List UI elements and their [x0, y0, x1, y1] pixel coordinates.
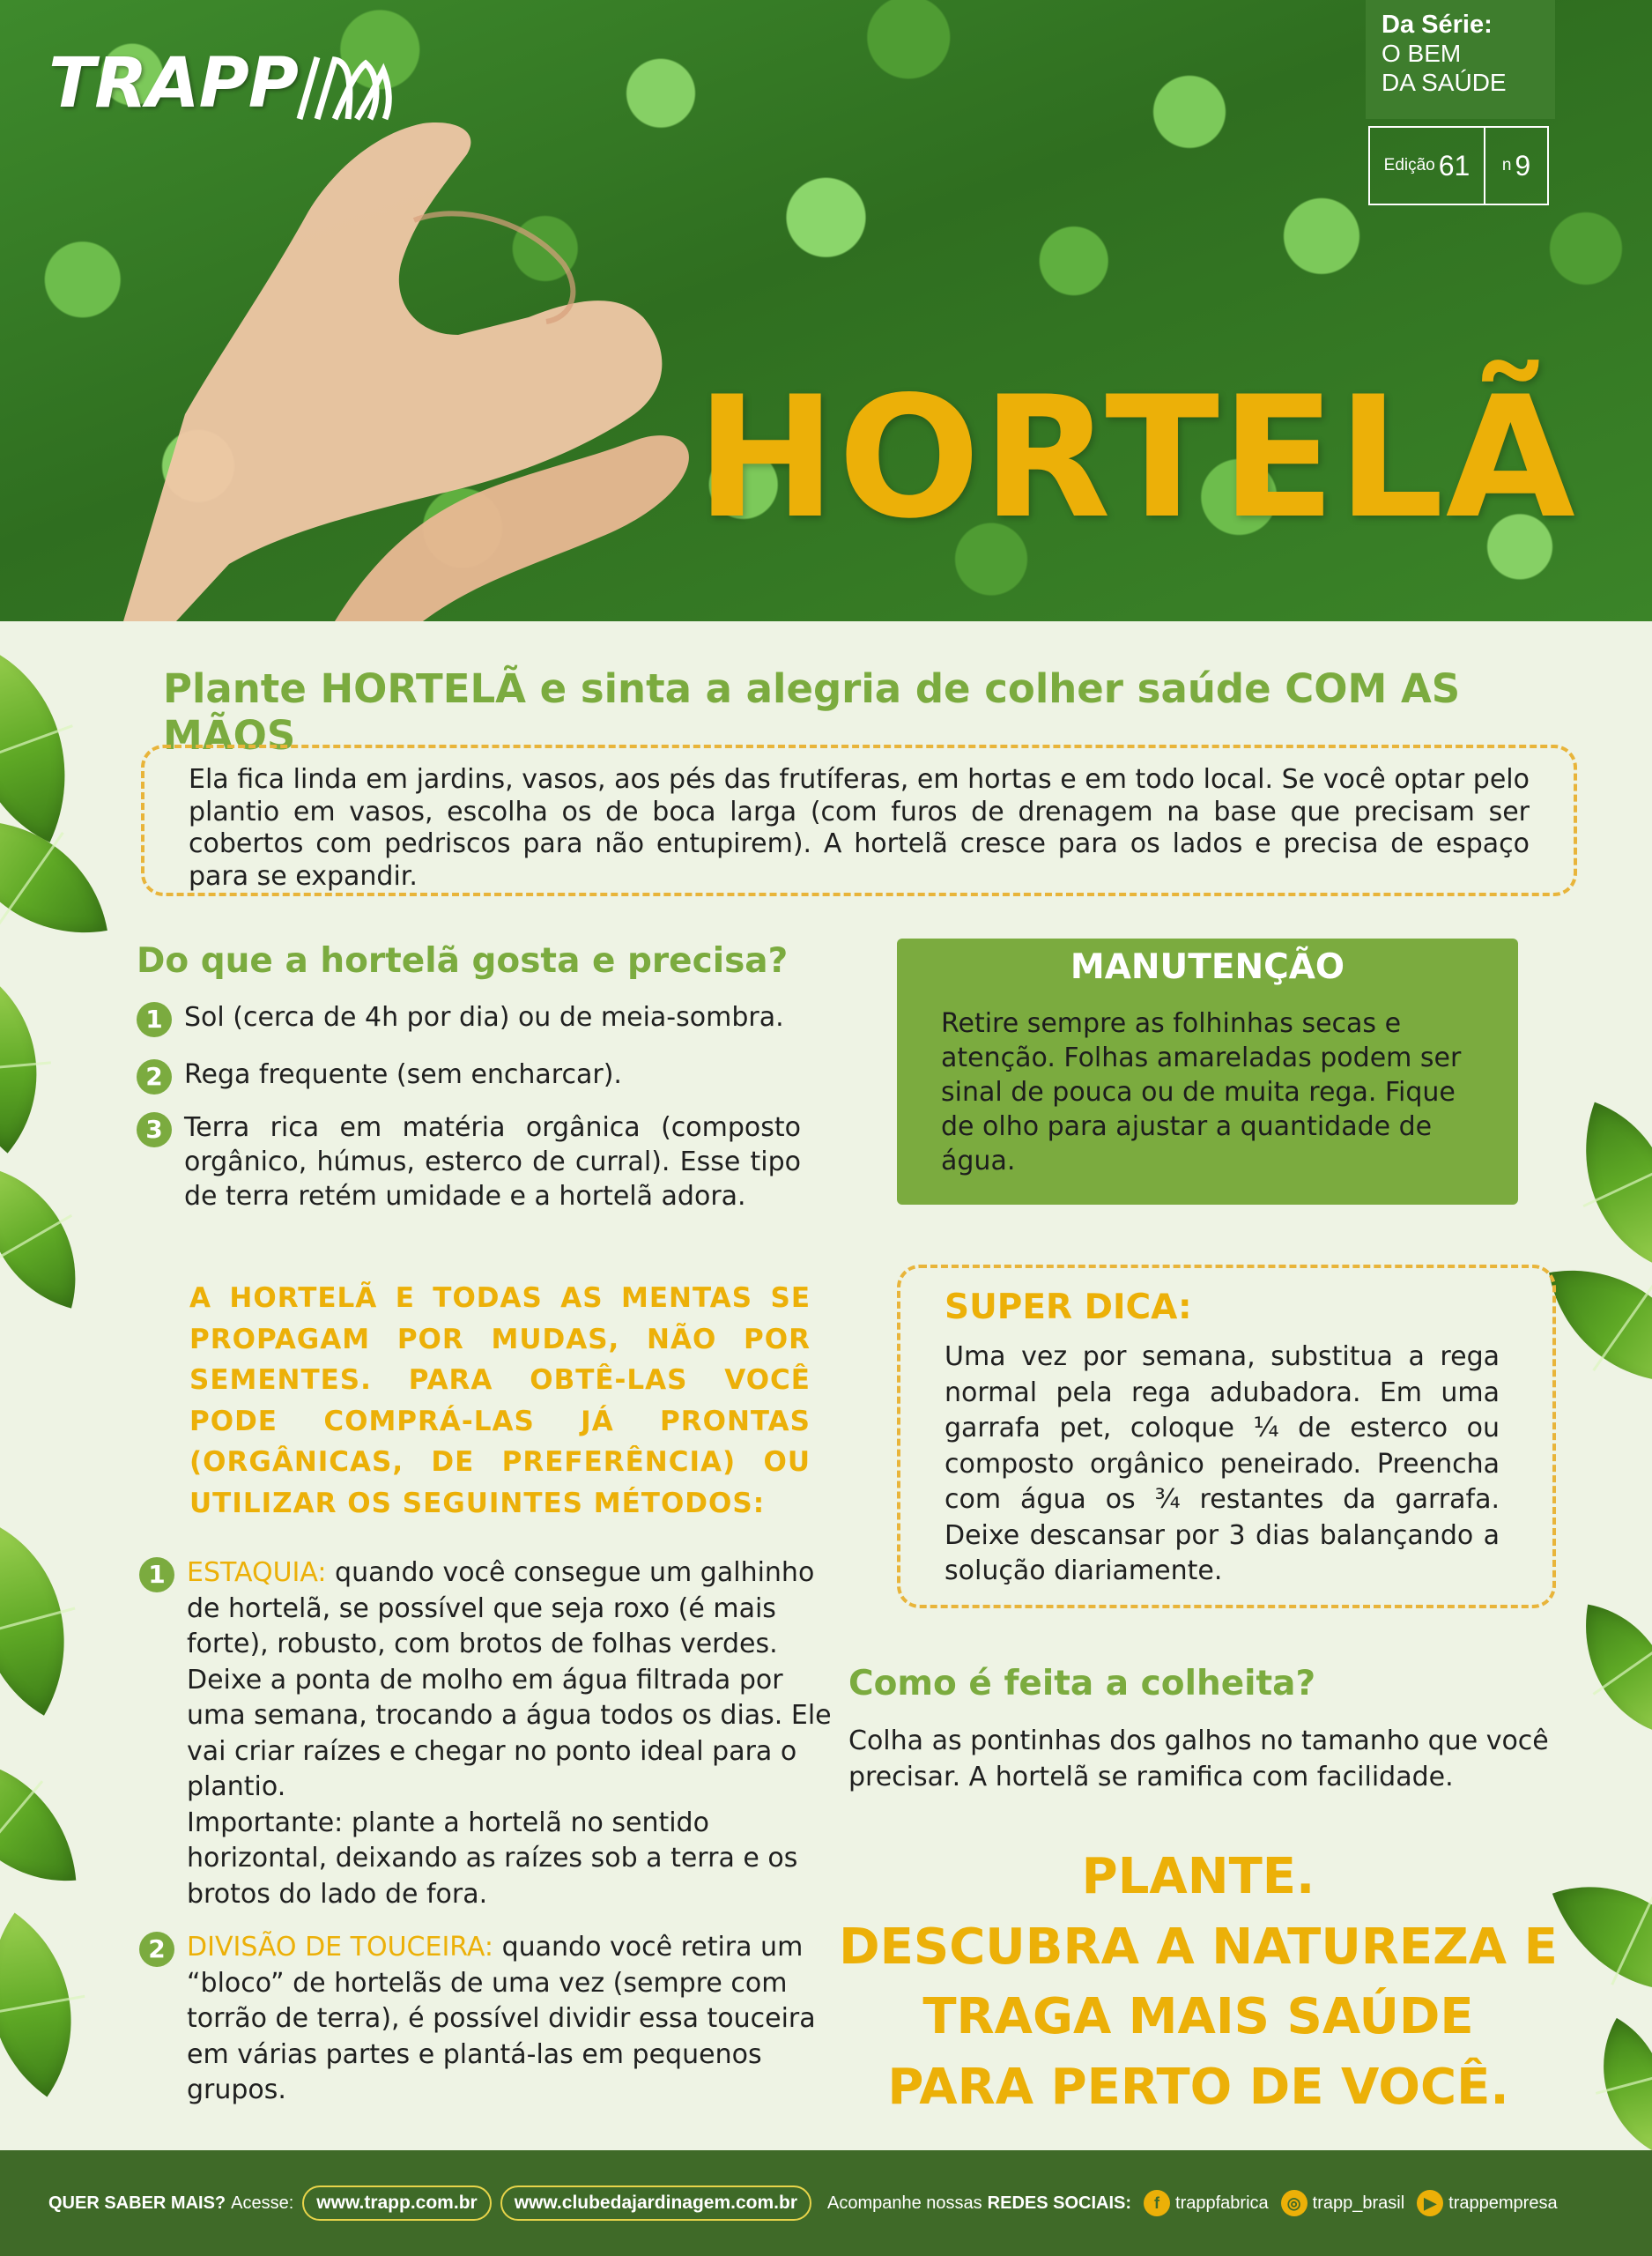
list-item-text: Terra rica em matéria orgânica (composto orgânico, húmus, esterco de curral). Esse tipo de terra retém umidade e a hortelã adora.: [184, 1112, 801, 1212]
method-note: Importante: plante a hortelã no sentido horizontal, deixando as raízes sob a terra e os brotos do lado de fora.: [187, 1807, 798, 1910]
edition-number: 61: [1438, 149, 1471, 182]
mint-leaf-icon: [0, 647, 113, 842]
instagram-icon: ◎: [1281, 2190, 1308, 2216]
subtitle-heading: Plante HORTELÃ e sinta a alegria de colher saúde COM AS MÃOS: [163, 665, 1461, 759]
hero-banner: [0, 0, 1652, 621]
method-label: DIVISÃO DE TOUCEIRA:: [187, 1932, 494, 1963]
list-item-text: Sol (cerca de 4h por dia) ou de meia-sombra.: [184, 1002, 784, 1033]
mint-leaf-icon: [0, 1527, 115, 1716]
propagation-callout: A HORTELÃ E TODAS AS MENTAS SE PROPAGAM POR MUDAS, NÃO POR SEMENTES. PARA OBTÊ-LAS VOCÊ PODE COMPRÁ-LAS JÁ PRONTAS (ORGÂNICAS, DE PREFERÊNCIA) OU UTILIZAR OS SEGUINTES MÉTODOS:: [189, 1282, 811, 1519]
list-item: [137, 1000, 784, 1037]
social-label: REDES SOCIAIS:: [987, 2193, 1132, 2213]
super-tip-text: Uma vez por semana, substitua a rega normal pela rega adubadora. Em uma garrafa pet, coloque ¼ de esterco ou composto orgânico peneirado. Preencha com água os ¾ restantes da garrafa. Deixe descansar por 3 dias balançando a solução diariamente.: [945, 1341, 1500, 1586]
youtube-icon: ▶: [1417, 2190, 1443, 2216]
series-name-line1: O BEM: [1382, 40, 1462, 68]
youtube-handle: trappempresa: [1448, 2193, 1558, 2213]
number-badge-icon: 1: [137, 1002, 172, 1037]
social-lead: Acompanhe nossas: [827, 2193, 982, 2213]
number-badge-icon: 2: [139, 1932, 174, 1967]
edition-badge: [1368, 126, 1549, 205]
mint-leaf-icon: [0, 1913, 122, 2097]
method-item: [139, 1555, 848, 1912]
clube-jardinagem-link[interactable]: www.clubedajardinagem.com.br: [500, 2186, 811, 2221]
number-badge-icon: 2: [137, 1059, 172, 1095]
number-badge-icon: 3: [137, 1112, 172, 1147]
trapp-website-link[interactable]: www.trapp.com.br: [302, 2186, 491, 2221]
maintenance-box: [897, 939, 1518, 1205]
harvest-text: Colha as pontinhas dos galhos no tamanho que você precisar. A hortelã se ramifica com facilidade.: [848, 1725, 1549, 1792]
page-title: HORTELÃ: [696, 360, 1577, 555]
intro-box: [141, 745, 1577, 896]
list-item-text: Rega frequente (sem encharcar).: [184, 1059, 622, 1090]
maintenance-text: Retire sempre as folhinhas secas e atenção. Folhas amareladas podem ser sinal de pouca ou de muita rega. Fique de olho para ajustar a quantidade de água.: [941, 1008, 1462, 1176]
mint-leaf-icon: [0, 1748, 76, 1891]
super-tip-heading: SUPER DICA:: [945, 1288, 1192, 1327]
instagram-link[interactable]: [1281, 2190, 1405, 2216]
number-badge-icon: 1: [139, 1557, 174, 1592]
needs-heading: Do que a hortelã gosta e precisa?: [137, 941, 789, 981]
method-text: quando você retira um “bloco” de hortelãs de uma vez (sempre com torrão de terra), é possível dividir essa touceira em várias partes e plantá-las em pequenos grupos.: [187, 1932, 816, 2105]
call-to-action: [828, 1842, 1568, 2122]
mint-leaf-icon: [0, 979, 87, 1153]
cta-line: PLANTE.: [1081, 1848, 1315, 1905]
facebook-icon: f: [1144, 2190, 1170, 2216]
method-label: ESTAQUIA:: [187, 1557, 327, 1588]
edition-label: Edição: [1383, 156, 1435, 174]
footer-lead: QUER SABER MAIS?: [48, 2193, 226, 2213]
issue-label: n: [1501, 156, 1512, 174]
logo-swoosh-icon: [295, 53, 392, 123]
cta-line: TRAGA MAIS SAÚDE: [922, 1988, 1474, 2046]
mint-leaf-icon: [1550, 1102, 1652, 1269]
facebook-handle: trappfabrica: [1175, 2193, 1269, 2213]
trapp-logo: TRAPP: [48, 44, 298, 123]
harvest-heading: Como é feita a colheita?: [848, 1664, 1316, 1703]
issue-number: 9: [1515, 149, 1531, 182]
method-text: quando você consegue um galhinho de hortelã, se possível que seja roxo (é mais forte), robusto, com brotos de folhas verdes. Deixe a ponta de molho em água filtrada por uma semana, trocando a água todos os dias. Ele vai criar raízes e chegar no ponto ideal para o plantio.: [187, 1557, 832, 1802]
facebook-link[interactable]: [1144, 2190, 1269, 2216]
footer: [0, 2150, 1652, 2256]
super-tip-box: [897, 1265, 1556, 1608]
maintenance-heading: MANUTENÇÃO: [1070, 947, 1345, 987]
series-label: Da Série:: [1382, 11, 1493, 39]
mint-leaf-icon: [1568, 2018, 1652, 2150]
youtube-link[interactable]: [1417, 2190, 1557, 2216]
cta-line: PARA PERTO DE VOCÊ.: [887, 2058, 1509, 2116]
list-item: [137, 1110, 801, 1213]
series-badge: [1366, 0, 1555, 119]
series-name-line2: DA SAÚDE: [1382, 68, 1507, 96]
method-item: [139, 1930, 848, 2109]
footer-access-label: Acesse:: [231, 2193, 294, 2213]
mint-leaf-icon: [1568, 1605, 1652, 1736]
mint-leaf-icon: [1549, 1250, 1652, 1403]
mint-leaf-icon: [0, 1168, 101, 1308]
intro-text: Ela fica linda em jardins, vasos, aos pés das frutíferas, em hortas e em todo local. Se você optar pelo plantio em vasos, escolha os de boca larga (com furos de drenagem na base que precisam ser cobertos com pedriscos para não entupirem). A hortelã cresce para os lados e precisa de espaço para se expandir.: [189, 764, 1530, 892]
instagram-handle: trapp_brasil: [1312, 2193, 1405, 2213]
list-item: [137, 1058, 622, 1095]
cta-line: DESCUBRA A NATUREZA E: [839, 1918, 1558, 1976]
